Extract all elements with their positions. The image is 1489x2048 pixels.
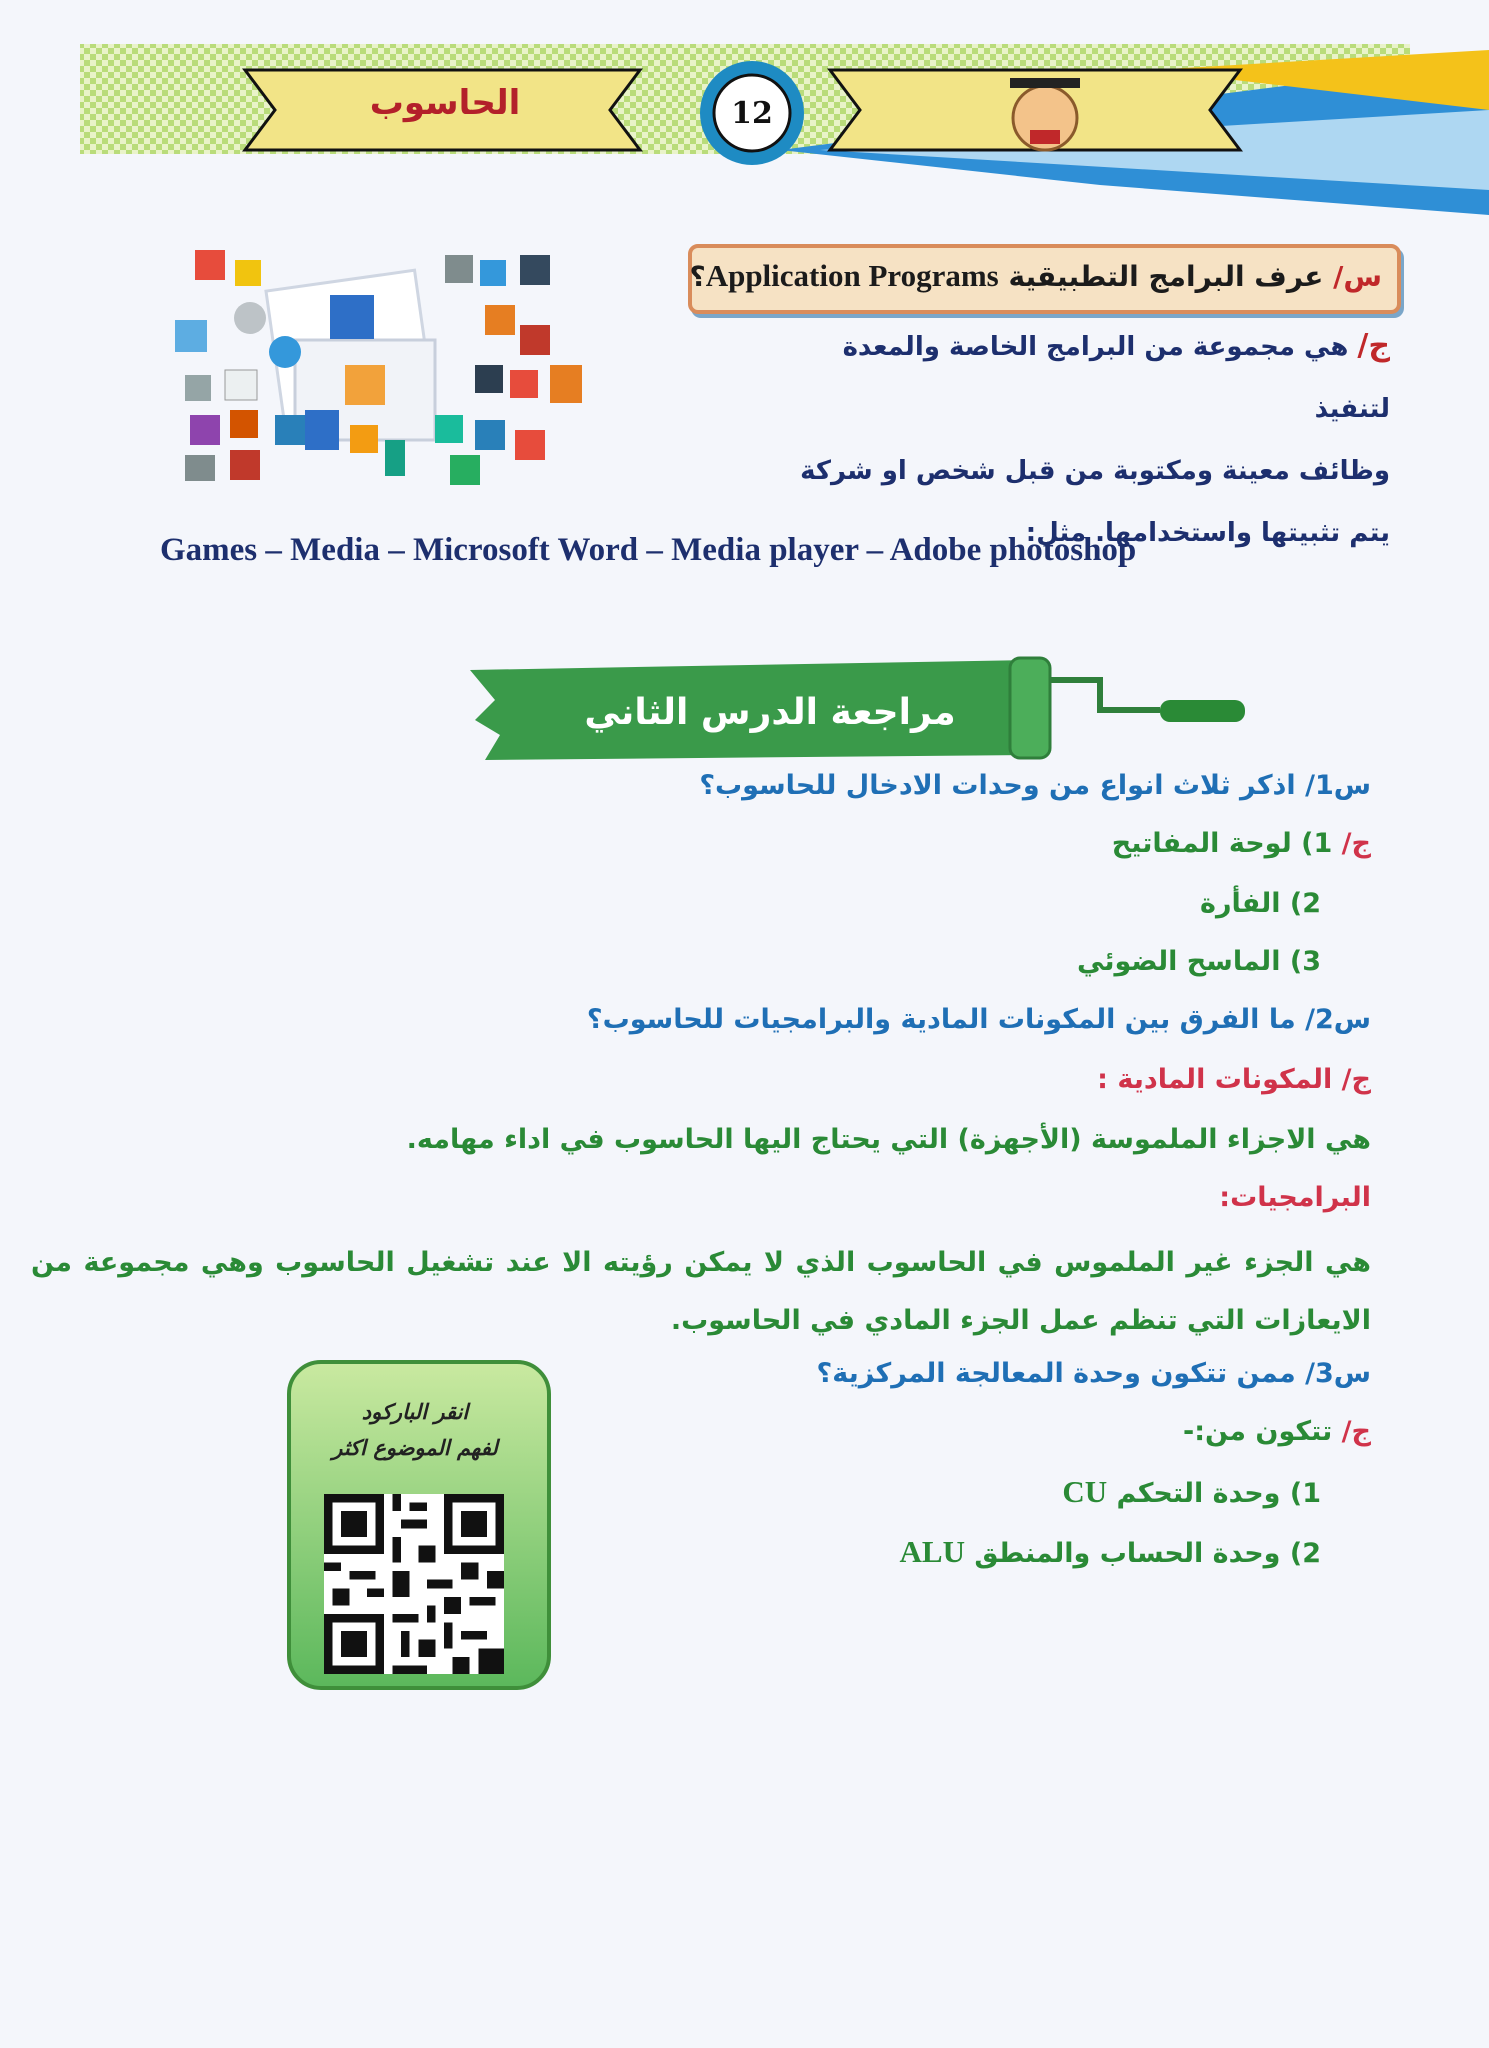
question-end: ؟	[689, 260, 706, 293]
answer-line: ج/ هي مجموعة من البرامج الخاصة والمعدة لتنفيذ	[842, 328, 1390, 424]
qr-caption: انقر الباركود لفهم الموضوع اكثر	[332, 1399, 498, 1460]
review-answer-3-intro: ج/ تتكون من:-	[1183, 1416, 1371, 1447]
review-banner-title: مراجعة الدرس الثاني	[584, 692, 956, 733]
application-icons-illustration	[175, 240, 595, 490]
answer-definition	[760, 315, 1390, 564]
review-answer-1-item-2: 2) الفأرة	[1200, 888, 1321, 919]
review-question-3: س3/ ممن تتكون وحدة المعالجة المركزية؟	[816, 1358, 1371, 1389]
software-definition: هي الجزء غير الملموس في الحاسوب الذي لا يمكن رؤيته الا عند تشغيل الحاسوب وهي مجموعة من الايعازات التي تنظم عمل الجزء المادي في الحاسوب.	[31, 1247, 1371, 1336]
hardware-heading: المكونات المادية :	[1097, 1064, 1333, 1095]
hardware-heading-line	[1097, 1064, 1371, 1095]
review-answer-3-item-2: 2) وحدة الحساب والمنطق ALU	[899, 1534, 1321, 1569]
qr-code-icon[interactable]	[320, 1494, 508, 1674]
answer-mark: ج/	[1357, 328, 1390, 363]
subject-title: الحاسوب	[369, 83, 521, 123]
answer-mark: ج/	[1341, 1416, 1371, 1447]
hardware-definition: هي الاجزاء الملموسة (الأجهزة) التي يحتاج اليها الحاسوب في اداء مهامه.	[406, 1124, 1371, 1155]
software-heading: البرامجيات:	[1219, 1182, 1371, 1213]
review-answer-3-item-1: 1) وحدة التحكم CU	[1062, 1474, 1321, 1509]
answer-line: وظائف معينة ومكتوبة من قبل شخص او شركة	[800, 456, 1390, 486]
page-number: 12	[731, 96, 773, 131]
answer-mark: ج/	[1341, 828, 1371, 859]
examples-list: Games – Media – Microsoft Word – Media player – Adobe photoshop	[160, 532, 1137, 568]
review-question-1: س1/ اذكر ثلاث انواع من وحدات الادخال للحاسوب؟	[699, 770, 1371, 801]
answer-mark: ج/	[1341, 1064, 1371, 1095]
question-text-ar: عرف البرامج التطبيقية	[998, 260, 1334, 293]
review-question-2: س2/ ما الفرق بين المكونات المادية والبرامجيات للحاسوب؟	[586, 1004, 1371, 1035]
answer-line: يتم تثبيتها واستخدامها. مثل:	[1025, 518, 1390, 548]
question-mark: س/	[1333, 260, 1382, 293]
question-define-application-programs	[689, 252, 1382, 300]
review-answer-1-item-3: 3) الماسح الضوئي	[1077, 946, 1321, 977]
review-answer-1-item-1: ج/ 1) لوحة المفاتيح	[1111, 828, 1371, 859]
question-text-en: Application Programs	[705, 258, 999, 293]
